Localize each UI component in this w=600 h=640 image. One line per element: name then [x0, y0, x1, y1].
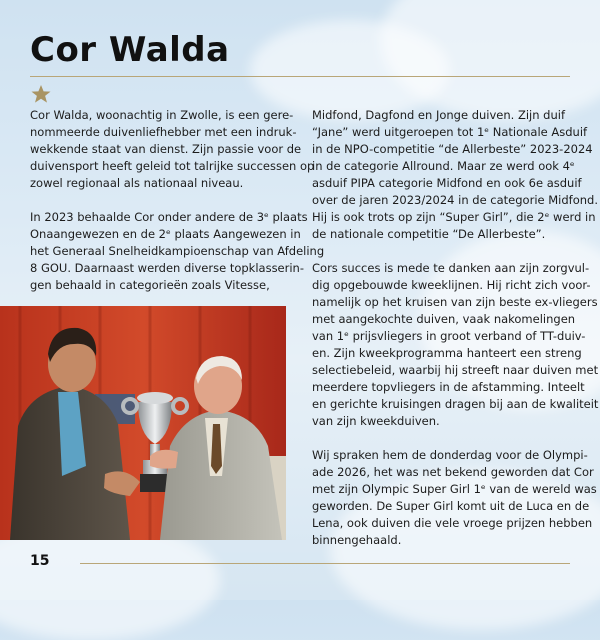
text-line: zowel regionaal als nationaal niveau.	[30, 176, 244, 190]
paragraph-olympiade	[312, 447, 597, 549]
text-line: duivensport heeft geleid tot talrijke successen op	[30, 159, 315, 173]
right-column	[312, 107, 599, 566]
text-line: asduif PIPA categorie Midfond en ook 6e asduif	[312, 176, 582, 190]
text-line: nommeerde duivenliefhebber met een indruk-	[30, 125, 297, 139]
page-title: Cor Walda	[30, 30, 230, 70]
text-line: met zijn Olympic Super Girl 1ᵉ van de wereld was	[312, 482, 597, 496]
paragraph-breeding	[312, 260, 599, 430]
text-line: Cors succes is mede te danken aan zijn zorgvul-	[312, 261, 590, 275]
text-line: en. Zijn kweekprogramma hanteert een streng	[312, 346, 582, 360]
text-line: en gerichte kruisingen dragen bij aan de kwaliteit	[312, 397, 599, 411]
text-line: het Generaal Snelheidkampioenschap van Afdeling	[30, 244, 325, 258]
text-line: gen behaald in categorieën zoals Vitesse,	[30, 278, 270, 292]
text-line: van 1ᵉ prijsvliegers in groot verband of TT-duiv-	[312, 329, 586, 343]
text-line: Wij spraken hem de donderdag voor de Olympi-	[312, 448, 588, 462]
text-line: van zijn kweekduiven.	[312, 414, 440, 428]
paragraph-intro	[30, 107, 315, 192]
text-line: binnengehaald.	[312, 533, 402, 547]
left-column	[30, 107, 325, 311]
photo-illustration	[0, 306, 286, 540]
text-line: in de NPO-competitie “de Allerbeste” 2023-2024	[312, 142, 593, 156]
text-line: Hij is ook trots op zijn “Super Girl”, die 2ᵉ werd in	[312, 210, 596, 224]
text-line: 8 GOU. Daarnaast werden diverse topklasserin-	[30, 261, 304, 275]
text-line: Cor Walda, woonachtig in Zwolle, is een gere-	[30, 108, 294, 122]
text-line: In 2023 behaalde Cor onder andere de 3ᵉ plaats	[30, 210, 308, 224]
footer-divider	[80, 563, 570, 564]
title-divider	[30, 76, 570, 77]
page-number: 15	[30, 553, 50, 569]
text-line: namelijk op het kruisen van zijn beste ex-vliegers	[312, 295, 598, 309]
star-icon	[31, 84, 51, 104]
text-line: Midfond, Dagfond en Jonge duiven. Zijn duif	[312, 108, 566, 122]
paragraph-jane	[312, 107, 598, 243]
text-line: wekkende staat van dienst. Zijn passie voor de	[30, 142, 302, 156]
text-line: meerdere topvliegers in de afstamming. Inteelt	[312, 380, 585, 394]
text-line: ade 2026, het was net bekend geworden dat Cor	[312, 465, 594, 479]
text-line: dig opgebouwde kweeklijnen. Hij richt zich voor-	[312, 278, 591, 292]
text-line: geworden. De Super Girl komt uit de Luca en de	[312, 499, 590, 513]
text-line: de nationale competitie “De Allerbeste”.	[312, 227, 546, 241]
text-line: selectiebeleid, waarbij hij streeft naar duiven met	[312, 363, 599, 377]
text-line: met aangekochte duiven, vaak nakomelingen	[312, 312, 576, 326]
background-cloud	[250, 20, 450, 120]
text-line: over de jaren 2023/2024 in de categorie Midfond.	[312, 193, 598, 207]
text-line: in de categorie Allround. Maar ze werd ook 4ᵉ	[312, 159, 575, 173]
paragraph-2023	[30, 209, 325, 294]
text-line: Onaangewezen en de 2ᵉ plaats Aangewezen in	[30, 227, 301, 241]
text-line: Lena, ook duiven die vele vroege prijzen hebben	[312, 516, 593, 530]
award-photo	[0, 306, 286, 540]
text-line: “Jane” werd uitgeroepen tot 1ᵉ Nationale Asduif	[312, 125, 588, 139]
